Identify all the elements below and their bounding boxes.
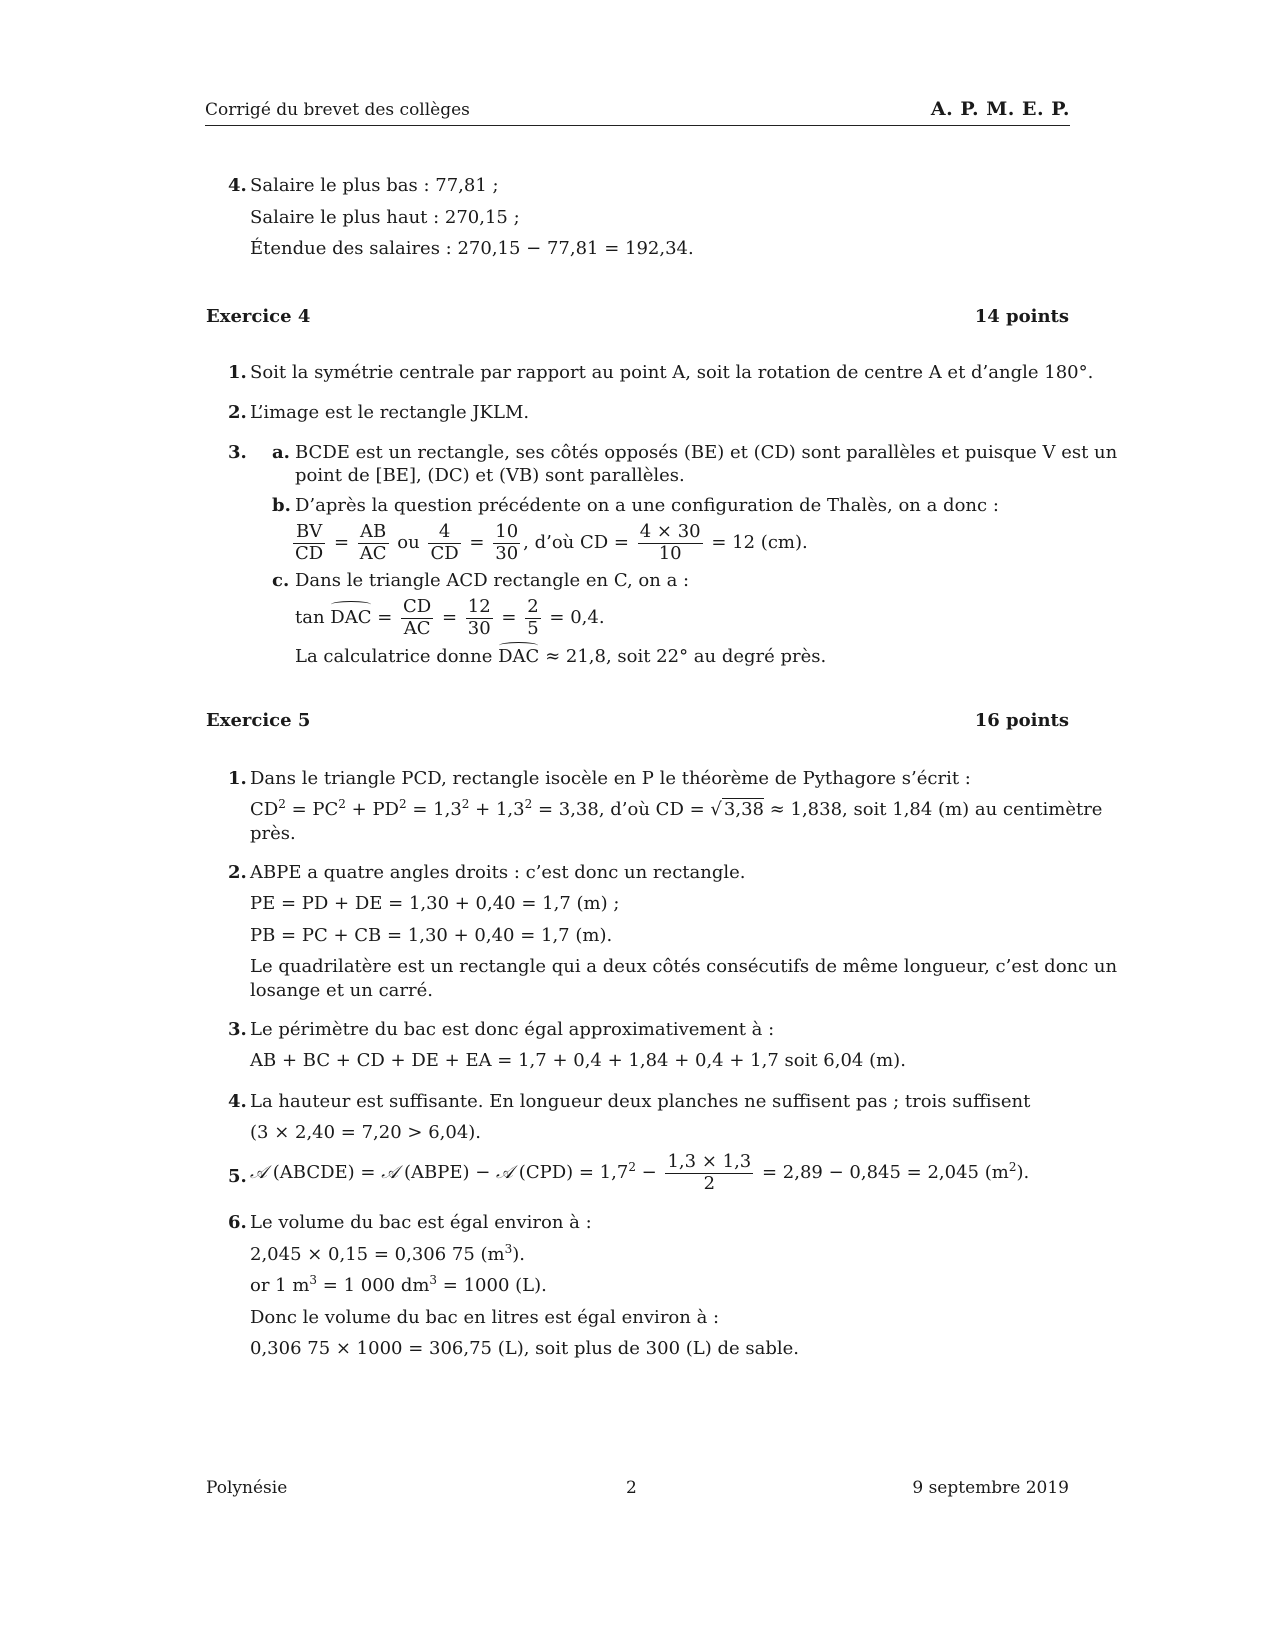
ex5-q3-number: 3. <box>228 1019 247 1040</box>
ex4-q3a-label: a. <box>272 442 290 463</box>
ex4-q1-text: Soit la symétrie centrale par rapport au point A, soit la rotation de centre A et d’angle 180°. <box>250 362 1094 383</box>
ex5-q2-line-1: ABPE a quatre angles droits : c’est donc un rectangle. <box>250 862 746 883</box>
area-symbol: 𝒜 <box>496 1162 514 1184</box>
ex5-q6-line-4: Donc le volume du bac en litres est égal environ à : <box>250 1307 720 1328</box>
fraction-10-30: $\frac{10}{30}$ <box>495 521 519 564</box>
fraction-1-3x1-3-2: $\frac{1,3 \times 1,3}{2}$ <box>667 1151 752 1194</box>
ex5-q5-number: 5. <box>228 1166 247 1187</box>
ex5-q3-line-2: AB + BC + CD + DE + EA = 1,7 + 0,4 + 1,84 + 0,4 + 1,7 soit 6,04 (m). <box>250 1050 906 1071</box>
ex5-q6-number: 6. <box>228 1212 247 1233</box>
ex4-q3b-formula: $\frac{BV}{CD}$ = $\frac{AB}{AC}$ ou $\frac{4}{CD}$ = $\frac{10}{30}$ , d’où CD = $\frac{4 \times 30}{10}$ = 12 (cm). <box>295 521 808 564</box>
ex4-q3a-line-2: point de [BE], (DC) et (VB) sont parallèles. <box>295 465 685 486</box>
ex4-q3b-line-1: D’après la question précédente on a une configuration de Thalès, on a donc : <box>295 495 999 516</box>
angle-dac: DAC <box>330 607 372 629</box>
ex5-q1-line-3: près. <box>250 823 296 844</box>
footer-date: 9 septembre 2019 <box>912 1478 1069 1498</box>
ex5-q6-line-2: 2,045 × 0,15 = 0,306 75 $(m^3)$. <box>250 1242 526 1265</box>
q4-line-2: Salaire le plus haut : 270,15 ; <box>250 207 520 228</box>
angle-dac-2: DAC <box>498 646 540 667</box>
ex5-q2-line-2: PE = PD + DE = 1,30 + 0,40 = 1,7 (m) ; <box>250 893 620 914</box>
ex5-q1-line-2: $CD^2 = PC^2 + PD^2 = 1,3^2 + 1,3^2 = 3,38$, d’où CD = √ 3,38 ≈ 1,838, soit 1,84 (m) au centimètre <box>250 797 1103 820</box>
q4-line-3: Étendue des salaires : 270,15 − 77,81 = 192,34. <box>250 238 694 259</box>
ex5-q2-line-4: Le quadrilatère est un rectangle qui a deux côtés consécutifs de même longueur, c’est donc un <box>250 956 1118 977</box>
ex4-q2-number: 2. <box>228 402 247 423</box>
fraction-4-cd: $\frac{4}{CD}$ <box>430 521 459 564</box>
ex4-q3-number: 3. <box>228 442 247 463</box>
fraction-2-5: $\frac{2}{5}$ <box>527 596 539 639</box>
sqrt-3-38: 3,38 <box>723 799 764 820</box>
ex5-q1-line-1: Dans le triangle PCD, rectangle isocèle en P le théorème de Pythagore s’écrit : <box>250 768 971 789</box>
exercise-5-points: 16 points <box>974 710 1069 731</box>
ex5-q5-formula: 𝒜 (ABCDE) = 𝒜 (ABPE) − 𝒜 $(CPD) = 1,7^2$ − $\frac{1,3 \times 1,3}{2}$ = 2,89 − 0,845 = 2,045 $(m^2)$. <box>250 1151 1030 1194</box>
ex5-q4-number: 4. <box>228 1091 247 1112</box>
ex4-q3b-label: b. <box>272 495 291 516</box>
ex5-q6-line-3: or 1 $m^3 = 1$ 000 $dm^3 = 1000$ (L). <box>250 1273 547 1296</box>
ex5-q4-line-1: La hauteur est suffisante. En longueur deux planches ne suffisent pas ; trois suffisent <box>250 1091 1031 1112</box>
q4-line-1: Salaire le plus bas : 77,81 ; <box>250 175 499 196</box>
ex4-q3c-line-1: Dans le triangle ACD rectangle en C, on a : <box>295 570 690 591</box>
ex4-q3a-line-1: BCDE est un rectangle, ses côtés opposés (BE) et (CD) sont parallèles et puisque V est un <box>295 442 1118 463</box>
ex4-q1-number: 1. <box>228 362 247 383</box>
header-right: A. P. M. E. P. <box>930 98 1070 120</box>
page-number: 2 <box>626 1478 637 1498</box>
fraction-4x30-10: $\frac{4 \times 30}{10}$ <box>639 521 701 564</box>
q4-number: 4. <box>228 175 247 196</box>
exercise-5-title: Exercice 5 <box>206 710 311 731</box>
ex5-q6-line-1: Le volume du bac est égal environ à : <box>250 1212 592 1233</box>
ex5-q2-line-3: PB = PC + CB = 1,30 + 0,40 = 1,7 (m). <box>250 925 613 946</box>
ex4-q2-text: L’image est le rectangle JKLM. <box>250 402 530 423</box>
ex5-q6-line-5: 0,306 75 × 1000 = 306,75 (L), soit plus de 300 (L) de sable. <box>250 1338 799 1359</box>
footer-left: Polynésie <box>206 1478 288 1498</box>
area-symbol: 𝒜 <box>381 1162 399 1184</box>
ex5-q2-number: 2. <box>228 862 247 883</box>
ex4-q3c-line-3: La calculatrice donne DAC ≈ 21,8, soit 22° au degré près. <box>295 646 827 667</box>
ex5-q3-line-1: Le périmètre du bac est donc égal approximativement à : <box>250 1019 775 1040</box>
ex5-q1-number: 1. <box>228 768 247 789</box>
ex4-q3c-formula: tan DAC = $\frac{CD}{AC}$ = $\frac{12}{30}$ = $\frac{2}{5}$ = 0,4. <box>295 596 605 639</box>
area-symbol: 𝒜 <box>250 1162 268 1184</box>
fraction-ab-ac: $\frac{AB}{AC}$ <box>359 521 387 564</box>
ex5-q4-line-2: (3 × 2,40 = 7,20 > 6,04). <box>250 1122 482 1143</box>
exercise-4-title: Exercice 4 <box>206 306 311 327</box>
exercise-4-points: 14 points <box>974 306 1069 327</box>
ex4-q3c-label: c. <box>272 570 290 591</box>
fraction-bv-cd: $\frac{BV}{CD}$ <box>295 521 324 564</box>
header-rule <box>205 125 1070 126</box>
fraction-12-30: $\frac{12}{30}$ <box>467 596 491 639</box>
fraction-cd-ac: $\frac{CD}{AC}$ <box>403 596 432 639</box>
header-left: Corrigé du brevet des collèges <box>205 100 470 120</box>
ex5-q2-line-5: losange et un carré. <box>250 980 433 1001</box>
